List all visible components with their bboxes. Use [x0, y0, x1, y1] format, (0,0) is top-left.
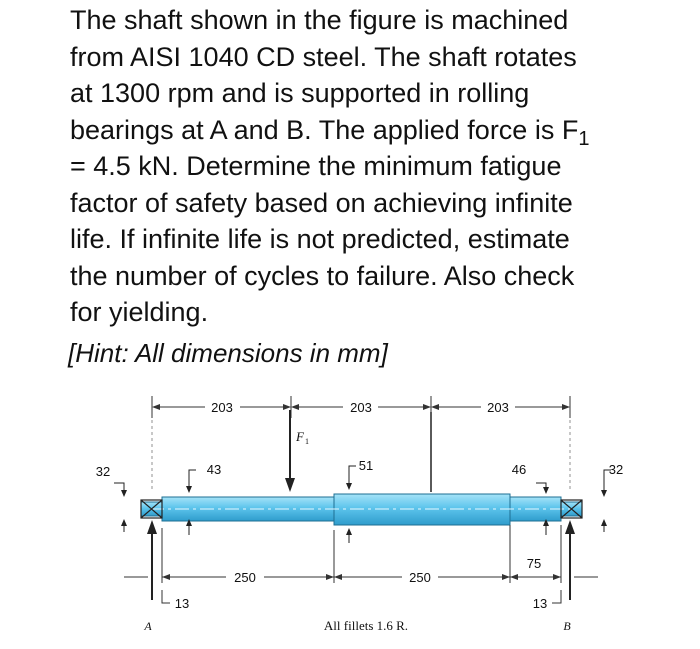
dia-left: 43	[206, 462, 222, 477]
dia-right-end: 32	[608, 462, 624, 477]
reaction-a-head	[147, 520, 157, 534]
dia-right: 46	[511, 462, 527, 477]
fillet-right: 13	[532, 596, 548, 611]
fillet-left-leader	[162, 590, 170, 603]
dim-top-3: 203	[487, 400, 509, 415]
len-right-step: 75	[526, 556, 542, 571]
bearing-a-label: A	[144, 619, 152, 633]
problem-line-6: factor of safety based on achieving infinite	[70, 187, 573, 218]
force-subscript: 1	[578, 127, 590, 150]
reaction-b-head	[565, 520, 575, 534]
bottom-dimension-lines	[124, 525, 598, 583]
hint-text: [Hint: All dimensions in mm]	[68, 338, 388, 368]
problem-line-2: from AISI 1040 CD steel. The shaft rotates	[70, 41, 577, 72]
force-arrow-head	[285, 478, 295, 492]
problem-line-4	[70, 112, 680, 149]
problem-line-5: = 4.5 kN. Determine the minimum fatigue	[70, 151, 562, 181]
dim-top-1: 203	[211, 400, 233, 415]
problem-line-1: The shaft shown in the figure is machined	[70, 5, 569, 35]
bearing-b-label: B	[563, 619, 571, 633]
problem-line-7: life. If infinite life is not predicted, estimate	[70, 224, 570, 254]
len-left: 250	[234, 570, 256, 585]
problem-statement	[70, 2, 680, 331]
force-label-sub: 1	[305, 437, 309, 446]
force-label: F	[296, 429, 304, 444]
problem-line-9: for yielding.	[70, 297, 209, 327]
dia-left-end: 32	[95, 464, 111, 479]
fillet-left: 13	[174, 596, 190, 611]
extension-lines	[152, 420, 570, 490]
dia-mid: 51	[358, 458, 374, 473]
problem-line-4-text: bearings at A and B. The applied force is F	[70, 114, 579, 145]
fillet-note: All fillets 1.6 R.	[323, 618, 409, 633]
len-right: 250	[409, 570, 431, 585]
dim-top-2: 203	[350, 400, 372, 415]
shaft-figure	[0, 380, 700, 649]
problem-line-8: the number of cycles to failure. Also check	[70, 260, 575, 291]
fillet-right-leader	[552, 590, 561, 603]
problem-line-3: at 1300 rpm and is supported in rolling	[70, 78, 530, 108]
